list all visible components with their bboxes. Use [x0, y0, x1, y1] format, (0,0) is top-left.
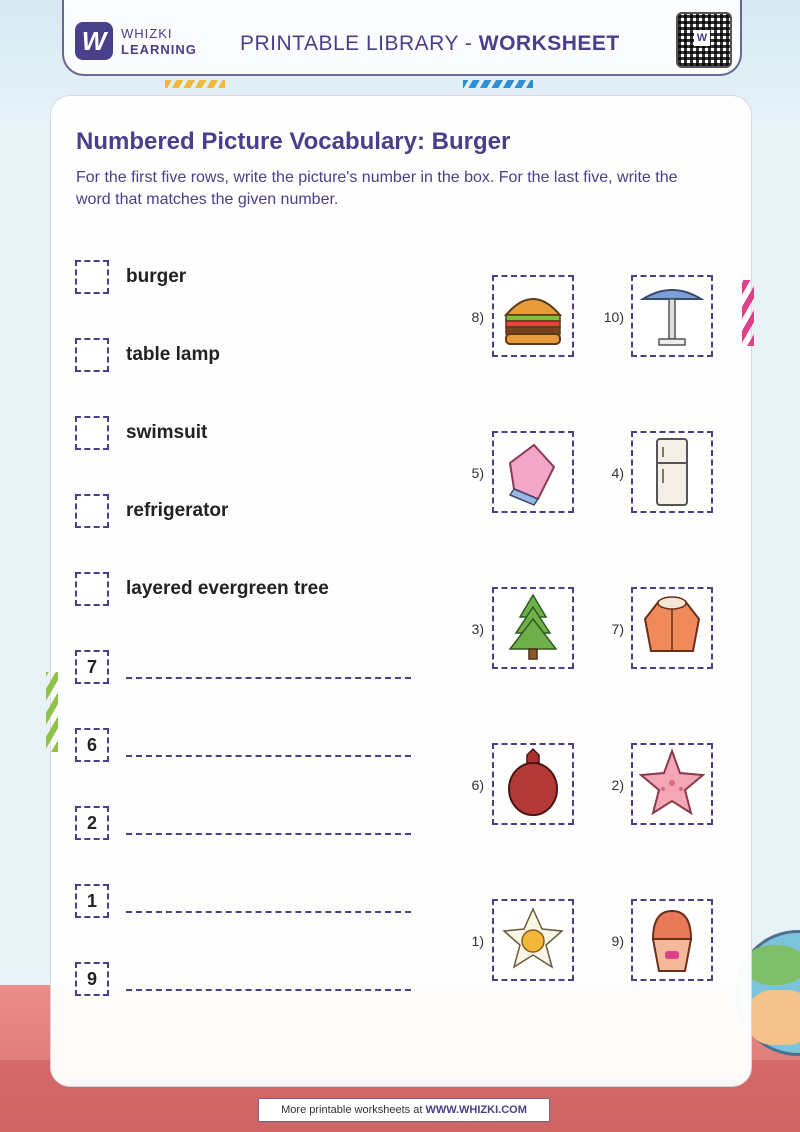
number-box: 6	[75, 728, 109, 762]
vocab-word: burger	[126, 266, 187, 287]
vocab-word: layered evergreen tree	[126, 578, 329, 599]
answer-box[interactable]	[75, 338, 109, 372]
picture-label: 8)	[471, 309, 484, 325]
cupcake-icon	[633, 901, 711, 979]
vocab-word: refrigerator	[126, 500, 229, 521]
picture-label: 3)	[471, 621, 484, 637]
picture-frame	[631, 743, 713, 825]
footer-banner	[258, 1098, 550, 1122]
background-left	[0, 120, 55, 1020]
worksheet-instructions: For the first five rows, write the picture's number in the box. For the last five, write the word that matches the given number.	[76, 169, 678, 208]
picture-label: 7)	[611, 621, 624, 637]
picture-frame	[492, 431, 574, 513]
vocab-word: swimsuit	[126, 422, 208, 443]
cloud-decoration	[745, 990, 800, 1045]
number-box: 9	[75, 962, 109, 996]
answer-box[interactable]	[75, 416, 109, 450]
burger-icon	[494, 277, 572, 355]
answer-line[interactable]	[126, 989, 411, 991]
pink-stripe-decoration	[742, 280, 754, 346]
picture-label: 10)	[603, 309, 624, 325]
answer-line[interactable]	[126, 911, 411, 913]
picture-frame	[492, 275, 574, 357]
daffodil-icon	[494, 901, 572, 979]
yellow-stripe-decoration	[165, 80, 225, 88]
whizki-logo-icon[interactable]: W	[75, 22, 113, 60]
logo-text-line1: WHIZKI	[121, 26, 173, 41]
answer-line[interactable]	[126, 755, 411, 757]
planet-land-decoration	[745, 945, 800, 985]
blue-stripe-decoration	[463, 80, 533, 88]
qr-logo-icon: W	[694, 30, 710, 46]
header-title	[240, 32, 620, 56]
picture-label: 5)	[471, 465, 484, 481]
worksheet-title: Numbered Picture Vocabulary: Burger	[76, 128, 511, 155]
picture-label: 9)	[611, 933, 624, 949]
number-box: 1	[75, 884, 109, 918]
header-title-bold: WORKSHEET	[478, 32, 620, 55]
number-box: 7	[75, 650, 109, 684]
picture-frame	[631, 275, 713, 357]
picture-frame	[492, 899, 574, 981]
table-lamp-icon	[633, 277, 711, 355]
picture-label: 4)	[611, 465, 624, 481]
picture-frame	[631, 587, 713, 669]
picture-frame	[492, 743, 574, 825]
pomegranate-icon	[494, 745, 572, 823]
answer-box[interactable]	[75, 494, 109, 528]
starfish-icon	[633, 745, 711, 823]
answer-line[interactable]	[126, 677, 411, 679]
evergreen-tree-icon	[494, 589, 572, 667]
logo-text-line2: LEARNING	[121, 42, 197, 57]
jacket-icon	[633, 589, 711, 667]
green-stripe-decoration	[46, 672, 58, 752]
picture-label: 2)	[611, 777, 624, 793]
picture-frame	[631, 899, 713, 981]
number-box: 2	[75, 806, 109, 840]
picture-frame	[631, 431, 713, 513]
answer-line[interactable]	[126, 833, 411, 835]
refrigerator-icon	[633, 433, 711, 511]
picture-label: 6)	[471, 777, 484, 793]
vocab-word: table lamp	[126, 344, 220, 365]
answer-box[interactable]	[75, 260, 109, 294]
footer-link[interactable]: WWW.WHIZKI.COM	[425, 1104, 527, 1116]
picture-frame	[492, 587, 574, 669]
picture-label: 1)	[471, 933, 484, 949]
footer-text: More printable worksheets at	[281, 1104, 426, 1116]
header-title-prefix: PRINTABLE LIBRARY -	[240, 32, 479, 55]
answer-box[interactable]	[75, 572, 109, 606]
swimsuit-icon	[494, 433, 572, 511]
